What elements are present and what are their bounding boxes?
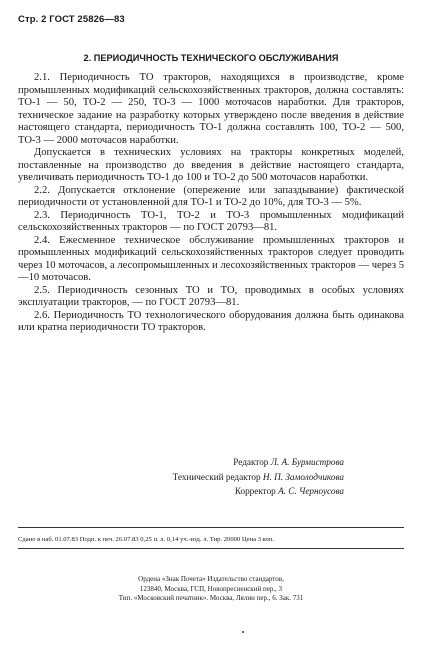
- editor-name: Л. А. Бурмистрова: [270, 457, 344, 467]
- editor-line: [173, 455, 344, 470]
- paragraph-2-5: 2.5. Периодичность сезонных ТО и ТО, проводимых в особых условиях эксплуатации тракторов, — по ГОСТ 20793—81.: [18, 284, 404, 308]
- paragraph-2-3: 2.3. Периодичность ТО-1, ТО-2 и ТО-3 промышленных модификаций сельскохозяйственных тракторов — по ГОСТ 20793—81.: [18, 209, 404, 233]
- paragraph-2-1: 2.1. Периодичность ТО тракторов, находящихся в производстве, кроме промышленных модификаций сельскохозяйственных тракторов, должна составлять: ТО-1 — 50, ТО-2 — 250, ТО-3 — 1000 моточасов наработки. Для тракторов, техническое задание на разработку которых утверждено после введения в действие настоящего стандарта, периодичность ТО-1 должна составлять 100, ТО-2 — 500, ТО-3 — 2000 моточасов наработки.: [18, 72, 404, 146]
- imprint-address: 123840, Москва, ГСП, Новопресненский пер., 3: [139, 584, 283, 593]
- editor-label: Редактор: [233, 457, 269, 467]
- paragraph-2-4: 2.4. Ежесменное техническое обслуживание промышленных тракторов и промышленных модификаций сельскохозяйственных тракторов следует проводить через 10 моточасов, а лесопромышленных и лесохозяйственных тракторов — через 5—10 моточасов.: [18, 234, 404, 283]
- section-title: 2. ПЕРИОДИЧНОСТЬ ТЕХНИЧЕСКОГО ОБСЛУЖИВАНИЯ: [83, 53, 339, 63]
- imprint-printer: Тип. «Московский печатник». Москва, Лялин пер., 6. Зак. 731: [118, 594, 304, 602]
- paragraph-2-1-note: Допускается в технических условиях на тракторы конкретных моделей, поставленные на производство до введения в действие настоящего стандарта, увеличивать периодичность ТО-1 до 100 и ТО-2 до 500 моточасов наработки.: [18, 147, 404, 183]
- credits-block: [173, 455, 344, 499]
- tech-editor-line: [173, 470, 344, 485]
- paragraph-2-2: 2.2. Допускается отклонение (опережение или запаздывание) фактической периодичности от установленной для ТО-1 и ТО-2 до 10%, для ТО-3 — 5%.: [18, 184, 404, 208]
- tech-editor-name: Н. П. Замолодчикова: [262, 471, 344, 482]
- proofreader-line: [173, 484, 344, 499]
- print-data: Сдано в наб. 01.07.83 Подп. к печ. 26.07.83 0,25 п. л. 0,14 уч.-изд. л. Тир. 20000 Цена 3 коп.: [18, 536, 274, 543]
- imprint-block: [0, 575, 422, 604]
- proofreader-label: Корректор: [234, 486, 276, 496]
- imprint-publisher: Ордена «Знак Почета» Издательство стандартов,: [138, 575, 284, 583]
- page-header: Стр. 2 ГОСТ 25826—83: [18, 14, 125, 25]
- body-text: [18, 72, 404, 335]
- page-mark-dot: [242, 631, 244, 633]
- paragraph-2-6: 2.6. Периодичность ТО технологического оборудования должна быть одинакова или кратна периодичности ТО тракторов.: [18, 309, 404, 333]
- divider-bottom: [18, 548, 404, 549]
- divider-top: [18, 527, 404, 528]
- proofreader-name: А. С. Черноусова: [278, 486, 344, 496]
- tech-editor-label: Технический редактор: [172, 471, 261, 482]
